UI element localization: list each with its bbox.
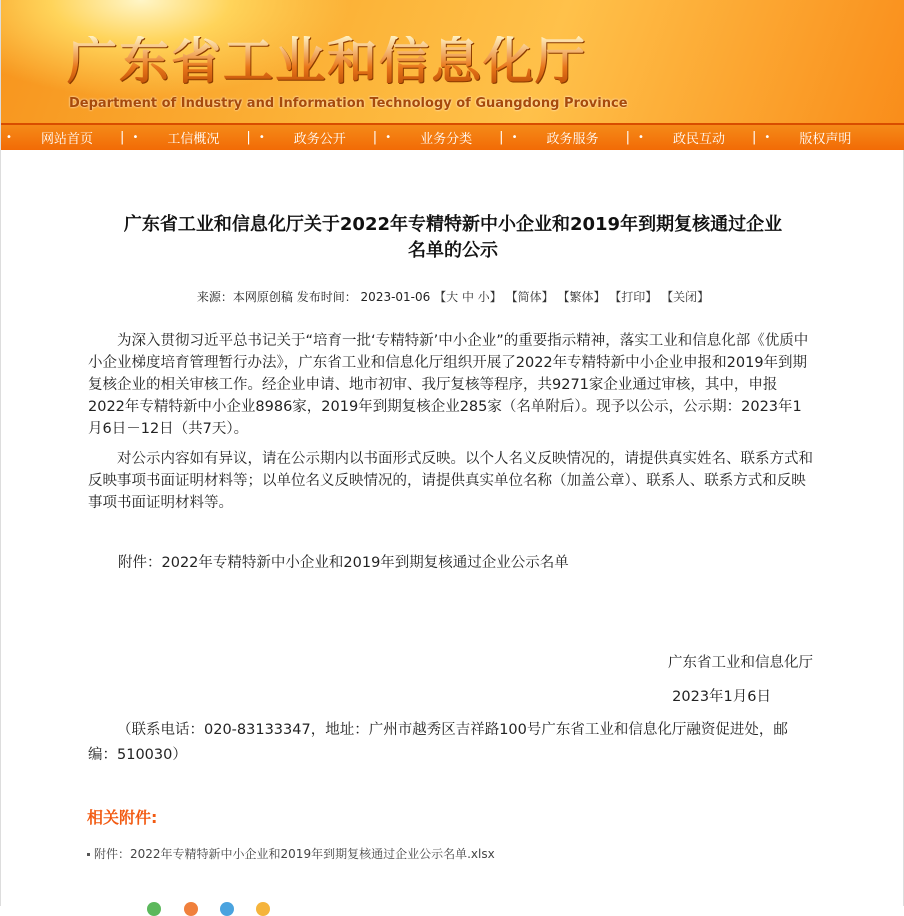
site-subtitle: Department of Industry and Information Technology of Guangdong Province bbox=[69, 96, 628, 111]
traditional-link[interactable]: 【繁体】 bbox=[557, 290, 606, 304]
paragraph: 对公示内容如有异议，请在公示期内以书面形式反映。以个人名义反映情况的，请提供真实姓名、联系方式和反映事项书面证明材料等；以单位名义反映情况的，请提供真实单位名称（加盖公章）、联系人、联系方式和反映事项书面证明材料等。 bbox=[88, 451, 813, 511]
nav-item[interactable]: 政民互动 bbox=[672, 132, 725, 147]
attachment-file-name[interactable]: 附件：2022年专精特新中小企业和2019年到期复核通过企业公示名单.xlsx bbox=[94, 847, 495, 861]
site-title-logo: 广东省工业和信息化厅 bbox=[67, 32, 587, 90]
publish-label: 发布时间： bbox=[296, 290, 357, 304]
nav-bullet-icon: • bbox=[638, 132, 644, 143]
attachment-file-link[interactable] bbox=[87, 846, 813, 862]
nav-bullet-icon: • bbox=[385, 132, 392, 143]
source: 来源：本网原创稿 bbox=[196, 290, 293, 304]
nav-item[interactable]: 网站首页 bbox=[40, 132, 93, 147]
nav-item[interactable]: 政务公开 bbox=[293, 132, 346, 147]
sign-date: 2023年1月6日 bbox=[672, 689, 771, 705]
share-weibo-icon[interactable] bbox=[184, 902, 198, 916]
nav-bullet-icon: • bbox=[258, 132, 265, 143]
simplified-link[interactable]: 【简体】 bbox=[505, 290, 554, 304]
bullet-icon bbox=[87, 853, 90, 856]
nav-bullet-icon: • bbox=[511, 132, 518, 143]
article-body bbox=[88, 330, 813, 862]
nav-separator: | bbox=[751, 130, 757, 145]
nav-bullet-icon: • bbox=[764, 132, 771, 143]
attachment-note: 附件：2022年专精特新中小企业和2019年到期复核通过企业公示名单 bbox=[118, 555, 569, 571]
main-nav bbox=[1, 123, 904, 150]
nav-separator: | bbox=[625, 130, 630, 145]
signature: 广东省工业和信息化厅 bbox=[668, 655, 813, 671]
font-size-toggle[interactable]: 【大 中 小】 bbox=[434, 290, 502, 304]
article-meta bbox=[1, 289, 904, 305]
title-line: 名单的公示 bbox=[408, 240, 498, 261]
article-title bbox=[1, 212, 904, 264]
nav-item[interactable]: 业务分类 bbox=[420, 132, 473, 147]
publish-date: 2023-01-06 bbox=[360, 290, 431, 304]
share-qzone-icon[interactable] bbox=[256, 902, 270, 916]
nav-separator: | bbox=[372, 130, 378, 145]
nav-item[interactable]: 工信概况 bbox=[167, 132, 220, 147]
print-link[interactable]: 【打印】 bbox=[609, 290, 658, 304]
site-banner bbox=[1, 0, 904, 123]
share-wechat-icon[interactable] bbox=[147, 902, 161, 916]
nav-bullet-icon: • bbox=[132, 132, 139, 143]
nav-item[interactable]: 版权声明 bbox=[799, 132, 852, 147]
nav-separator: | bbox=[246, 130, 251, 145]
close-link[interactable]: 【关闭】 bbox=[661, 290, 710, 304]
contact-info: （联系电话：020-83133347，地址：广州市越秀区吉祥路100号广东省工业和信息化厅融资促进处，邮编：510030） bbox=[88, 722, 788, 763]
nav-bullet-icon: • bbox=[6, 132, 12, 143]
nav-item[interactable]: 政务服务 bbox=[546, 132, 599, 147]
nav-separator: | bbox=[499, 130, 504, 145]
share-qq-icon[interactable] bbox=[220, 902, 234, 916]
title-line: 广东省工业和信息化厅关于2022年专精特新中小企业和2019年到期复核通过企业 bbox=[123, 214, 783, 235]
paragraph: 为深入贯彻习近平总书记关于“培育一批‘专精特新’中小企业”的重要指示精神，落实工业和信息化部《优质中小企业梯度培育管理暂行办法》，广东省工业和信息化厅组织开展了2022年专精特新中小企业申报和2019年到期复核企业的相关审核工作。经企业申请、地市初审、我厅复核等程序，共9271家企业通过审核，其中，申报2022年专精特新中小企业8986家，2019年到期复核企业285家（名单附后）。现予以公示，公示期：2023年1月6日－12日（共7天）。 bbox=[88, 333, 809, 437]
nav-separator: | bbox=[120, 130, 125, 145]
related-attachments-heading: 相关附件: bbox=[87, 808, 158, 827]
